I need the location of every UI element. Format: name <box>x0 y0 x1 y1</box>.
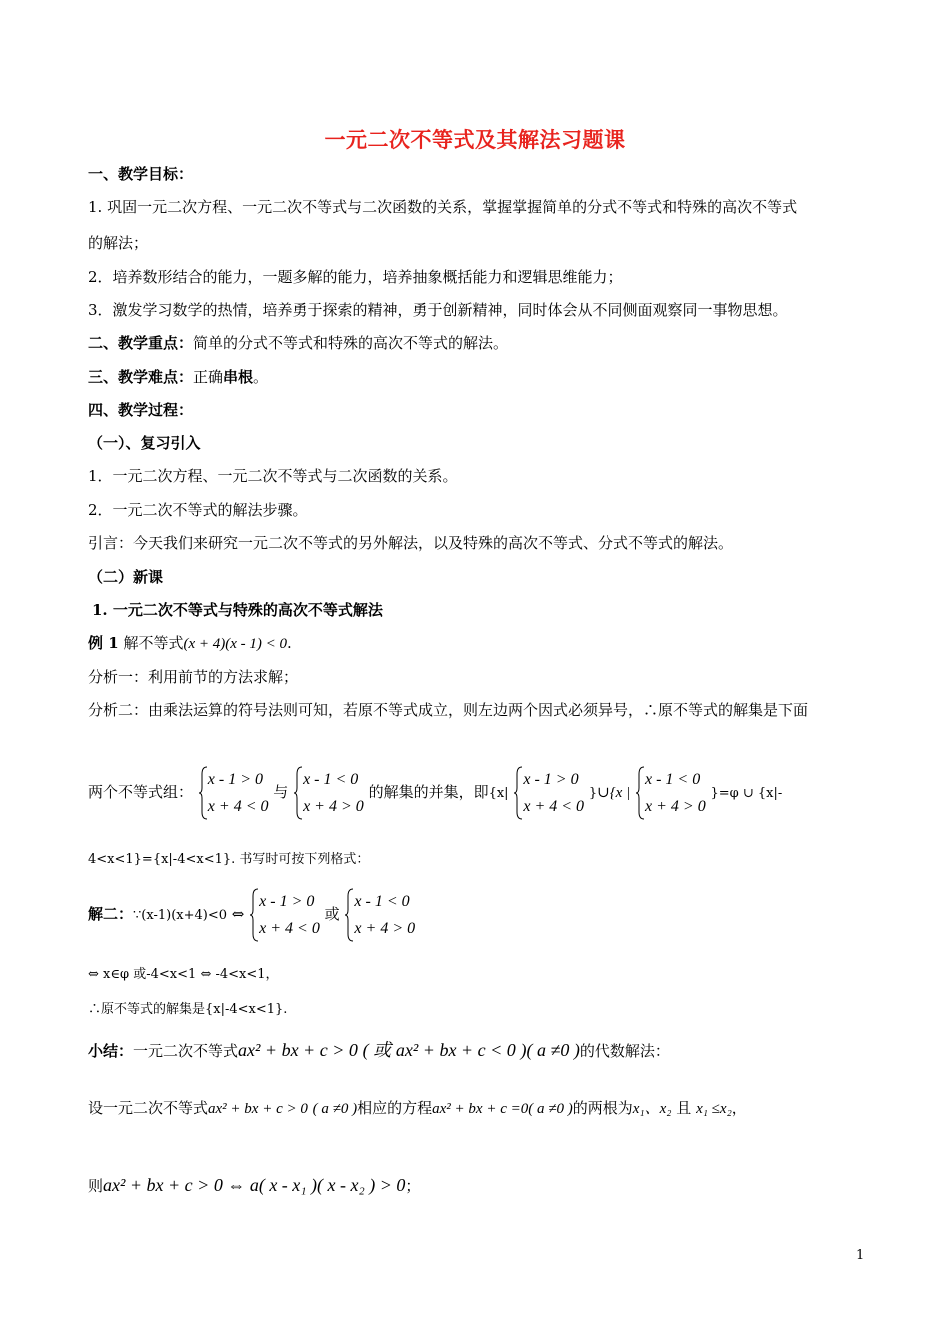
brace-icon <box>249 888 259 942</box>
summary-cond: )( a ≠0 ) <box>520 1040 580 1060</box>
brace-icon <box>344 888 354 942</box>
page-title: 一元二次不等式及其解法习题课 <box>324 127 626 152</box>
brace-icon <box>513 766 523 820</box>
solution-two <box>88 888 415 942</box>
key-text: 简单的分式不等式和特殊的高次不等式的解法。 <box>193 334 509 352</box>
solution-line-2a: x∈φ 或-4<x<1 <box>103 967 197 982</box>
system-1 <box>198 766 269 820</box>
goal-1-cont: 的解法； <box>88 234 149 252</box>
comma: ， <box>731 1099 747 1117</box>
difficulty-end: 。 <box>253 368 269 386</box>
example-end: . <box>287 634 292 652</box>
solution-system-2-row-1: x - 1 < 0 <box>354 893 410 910</box>
system-4-row-2: x + 4 > 0 <box>645 798 706 815</box>
page-number: 1 <box>856 1248 865 1263</box>
goal-2: 2．培养数形结合的能力，一题多解的能力，培养抽象概括能力和逻辑思维能力； <box>88 268 623 286</box>
review-1: 1．一元二次方程、一元二次不等式与二次函数的关系。 <box>88 467 458 485</box>
setup-math-1: ax² + bx + c > 0 <box>208 1101 308 1117</box>
solution-system-2 <box>344 888 415 942</box>
summary-or: ( 或 <box>362 1040 392 1060</box>
then-math: ax² + bx + c > 0 ⇔ a( x - x₁ )( x - x₂ ) > 0 <box>103 1175 406 1195</box>
difficulty <box>88 367 268 387</box>
solution-line-2b: -4<x<1， <box>215 967 279 982</box>
example-math: (x + 4)(x - 1) < 0 <box>183 636 288 652</box>
system-2-row-1: x - 1 < 0 <box>303 771 359 788</box>
system-2 <box>293 766 364 820</box>
goals-heading: 一、教学目标： <box>88 165 194 183</box>
root-relation: x₁ ≤x₂ <box>696 1101 732 1117</box>
solution-text: ∵(x-1)(x+4)<0 <box>133 908 227 923</box>
process-heading: 四、教学过程： <box>88 401 194 419</box>
new-heading: （二）新课 <box>88 568 164 586</box>
setup-roots: 的两根为 <box>572 1099 633 1117</box>
iff-symbol: ⇔ <box>231 905 245 923</box>
system-1-row-2: x + 4 < 0 <box>207 798 269 815</box>
set-close: } <box>588 786 598 801</box>
iff-symbol: ⇔ <box>200 967 212 982</box>
systems-line <box>88 766 782 820</box>
iff-symbol: ⇔ <box>88 967 99 982</box>
example-1 <box>88 633 292 654</box>
system-3-row-2: x + 4 < 0 <box>523 798 585 815</box>
setup-mid: 相应的方程 <box>357 1099 433 1117</box>
difficulty-bold: 串根 <box>223 368 254 386</box>
setup-cond-1: ( a ≠0 ) <box>312 1101 358 1117</box>
union-symbol: ∪ <box>597 783 610 801</box>
solution-system-2-row-2: x + 4 > 0 <box>354 920 416 937</box>
setup-cond-2: ( a ≠0 ) <box>528 1101 573 1117</box>
then-text: 则 <box>88 1177 104 1195</box>
key-points <box>88 333 508 353</box>
brace-icon <box>198 766 208 820</box>
or-text: 或 <box>324 905 340 923</box>
summary-line <box>88 1040 670 1061</box>
difficulty-text: 正确 <box>193 368 224 386</box>
setup-math-2: ax² + bx + c =0 <box>432 1101 529 1117</box>
setup-text: 设一元二次不等式 <box>88 1099 209 1117</box>
system-3 <box>513 766 584 820</box>
then-line <box>88 1175 420 1196</box>
solution-label: 解二： <box>88 905 134 923</box>
system-1-row-1: x - 1 > 0 <box>207 771 264 788</box>
summary-label: 小结： <box>88 1042 134 1060</box>
analysis-1: 分析一：利用前节的方法求解； <box>88 668 299 686</box>
set-open-2: {x | <box>609 785 631 801</box>
system-4-row-1: x - 1 < 0 <box>645 771 701 788</box>
system-3-row-1: x - 1 > 0 <box>523 771 579 788</box>
setup-line <box>88 1098 747 1119</box>
result-line: 4<x<1}={x|-4<x<1}. 书写时可按下列格式： <box>88 852 370 867</box>
systems-label: 两个不等式组： <box>88 783 194 801</box>
brace-icon <box>293 766 303 820</box>
brace-icon <box>635 766 645 820</box>
and-text: 且 <box>676 1099 692 1117</box>
solution-line-2 <box>88 965 279 985</box>
summary-math-2: ax² + bx + c < 0 <box>395 1040 516 1060</box>
key-label: 二、教学重点： <box>88 334 194 352</box>
solution-system-1-row-1: x - 1 > 0 <box>259 893 315 910</box>
solution-conclusion: ∴原不等式的解集是{x|-4<x<1}. <box>88 1002 288 1017</box>
system-4 <box>635 766 706 820</box>
union-text: 的解集的并集，即 <box>368 783 489 801</box>
analysis-2: 分析二：由乘法运算的符号法则可知，若原不等式成立，则左边两个因式必须异号，∴原不等式的解集是下面 <box>88 701 809 719</box>
system-2-row-2: x + 4 > 0 <box>303 798 364 815</box>
summary-end: 的代数解法： <box>579 1042 670 1060</box>
intro-text: 引言：今天我们来研究一元二次不等式的另外解法，以及特殊的高次不等式、分式不等式的解法。 <box>88 534 734 552</box>
summary-math-1: ax² + bx + c > 0 <box>238 1040 358 1060</box>
review-heading: （一）、复习引入 <box>88 434 201 452</box>
summary-text: 一元二次不等式 <box>133 1042 239 1060</box>
subsection-1: 1. 一元二次不等式与特殊的高次不等式解法 <box>92 601 383 619</box>
review-2: 2．一元二次不等式的解法步骤。 <box>88 501 308 519</box>
goal-3: 3．激发学习数学的热情，培养勇于探索的精神，勇于创新精神，同时体会从不同侧面观察同一事物思想。 <box>88 301 788 319</box>
difficulty-label: 三、教学难点： <box>88 368 194 386</box>
roots: x₁、x₂ <box>632 1101 672 1117</box>
example-label: 例 1 <box>88 634 119 652</box>
eq-phi: }=φ ∪ {x|- <box>710 786 783 801</box>
goal-1: 1. 巩固一元二次方程、一元二次不等式与二次函数的关系，掌握掌握简单的分式不等式和特殊的高次不等式 <box>88 198 798 216</box>
with-text: 与 <box>273 783 289 801</box>
solution-system-1-row-2: x + 4 < 0 <box>259 920 320 937</box>
set-open: {x| <box>488 786 509 801</box>
solution-system-1 <box>249 888 320 942</box>
example-text: 解不等式 <box>123 634 184 652</box>
semicolon: ； <box>405 1177 421 1195</box>
